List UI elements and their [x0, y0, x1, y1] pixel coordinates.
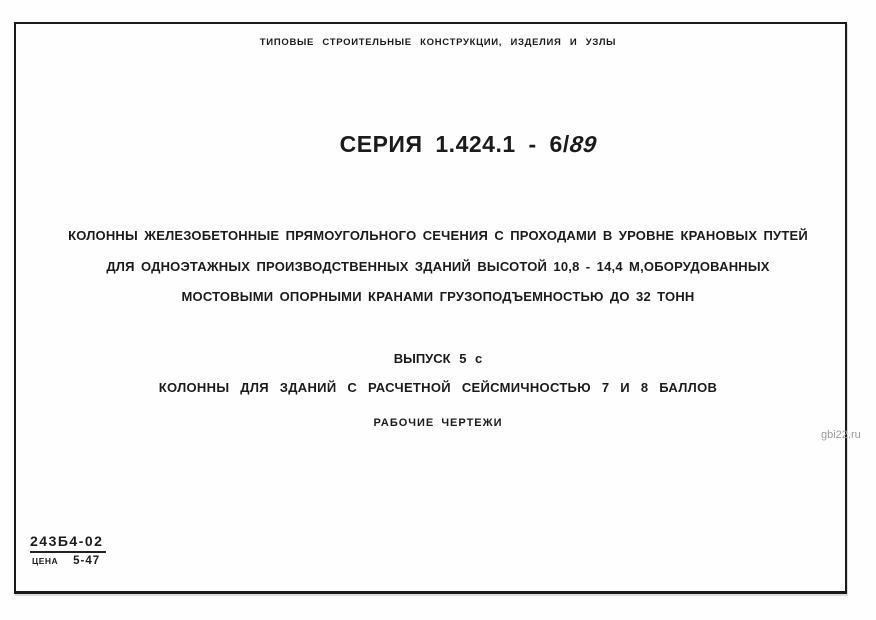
watermark: gbi22.ru — [821, 429, 861, 441]
issue-label: ВЫПУСК 5 с — [393, 351, 483, 366]
document-header: ТИПОВЫЕ СТРОИТЕЛЬНЫЕ КОНСТРУКЦИИ, ИЗДЕЛИЯ И УЗЛЫ — [259, 37, 617, 48]
price-label: ЦЕНА — [32, 556, 59, 566]
page-border-frame — [14, 22, 847, 594]
series-printed-part: СЕРИЯ 1.424.1 - 6/ — [339, 131, 570, 157]
stamp-code: 243Б4-02 — [30, 533, 106, 553]
title-line: МОСТОВЫМИ ОПОРНЫМИ КРАНАМИ ГРУЗОПОДЪЕМНОСТЬЮ ДО 32 ТОНН — [181, 289, 695, 304]
doc-type-label: РАБОЧИЕ ЧЕРТЕЖИ — [373, 417, 503, 429]
title-line: КОЛОННЫ ЖЕЛЕЗОБЕТОННЫЕ ПРЯМОУГОЛЬНОГО СЕЧЕНИЯ С ПРОХОДАМИ В УРОВНЕ КРАНОВЫХ ПУТЕЙ — [68, 228, 808, 243]
stamp-price-row — [30, 555, 106, 567]
series-handwritten-year: 89 — [567, 131, 599, 157]
series-title — [0, 131, 876, 158]
stamp-block — [30, 533, 106, 567]
title-line: ДЛЯ ОДНОЭТАЖНЫХ ПРОИЗВОДСТВЕННЫХ ЗДАНИЙ ВЫСОТОЙ 10,8 - 14,4 М,ОБОРУДОВАННЫХ — [106, 259, 770, 274]
subtitle: КОЛОННЫ ДЛЯ ЗДАНИЙ С РАСЧЕТНОЙ СЕЙСМИЧНОСТЬЮ 7 И 8 БАЛЛОВ — [158, 380, 718, 395]
price-value: 5-47 — [73, 555, 101, 567]
